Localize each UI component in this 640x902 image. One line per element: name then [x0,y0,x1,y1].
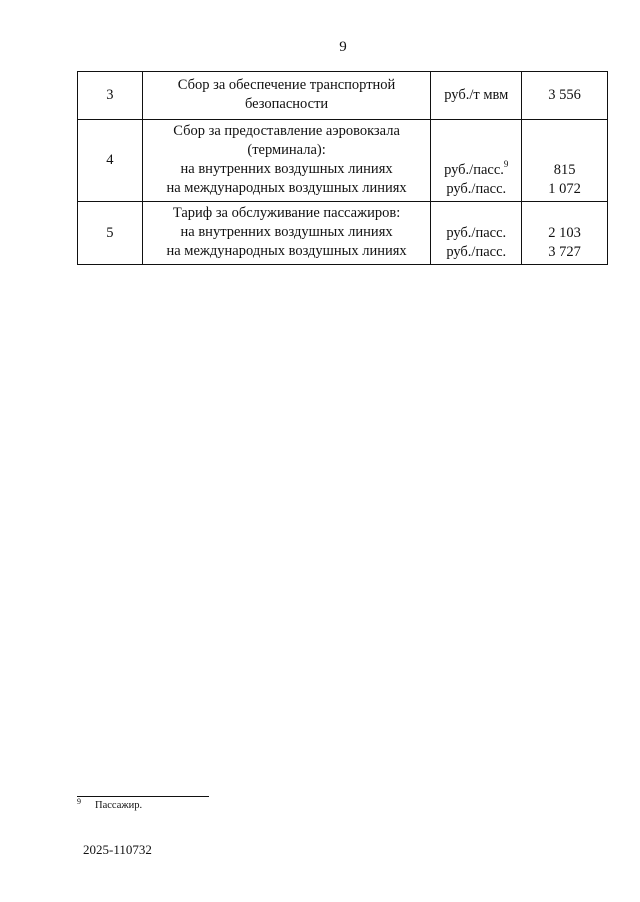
description-line: Тариф за обслуживание пассажиров: [172,205,401,221]
unit-line: руб./пасс.$^9$ [444,158,509,178]
footnote-reference: 9 [503,158,509,169]
page-number: 9 [339,39,347,55]
value-line: 1 072 [548,180,581,197]
description-line: безопасности [244,96,329,112]
row-value [522,202,608,265]
description-line: Сбор за обеспечение транспортной [177,77,396,93]
row-description [142,120,430,202]
row-number: 3 [78,72,143,120]
description-line: на международных воздушных линиях [166,180,407,196]
description-line: (терминала): [247,142,326,158]
unit-line: руб./пасс. [446,243,507,260]
row-unit [431,120,522,202]
row-number: 4 [78,120,143,202]
row-unit [431,202,522,265]
footnote-divider [77,796,209,797]
document-code: 2025-110732 [83,842,152,857]
value-line: 815 [553,161,576,178]
description-line: Сбор за предоставление аэровокзала [173,123,400,139]
footnote-text: Пассажир. [95,800,143,811]
table-row [78,72,608,120]
row-value [522,120,608,202]
tariff-table [77,71,608,265]
description-line: на международных воздушных линиях [166,243,407,259]
row-number: 5 [78,202,143,265]
row-description [142,72,430,120]
unit-line: руб./пасс. [446,180,507,197]
table-row [78,120,608,202]
row-description [142,202,430,265]
table-row [78,202,608,265]
row-value: 3 556 [522,72,608,120]
value-line: 3 727 [548,243,581,260]
value-line: 2 103 [548,224,581,241]
footnote [77,797,143,811]
row-unit: руб./т мвм [431,72,522,120]
footnote-mark: 9 [77,797,81,806]
description-line: на внутренних воздушных линиях [180,224,393,240]
unit-line: руб./пасс. [446,224,507,241]
description-line: на внутренних воздушных линиях [180,161,393,177]
